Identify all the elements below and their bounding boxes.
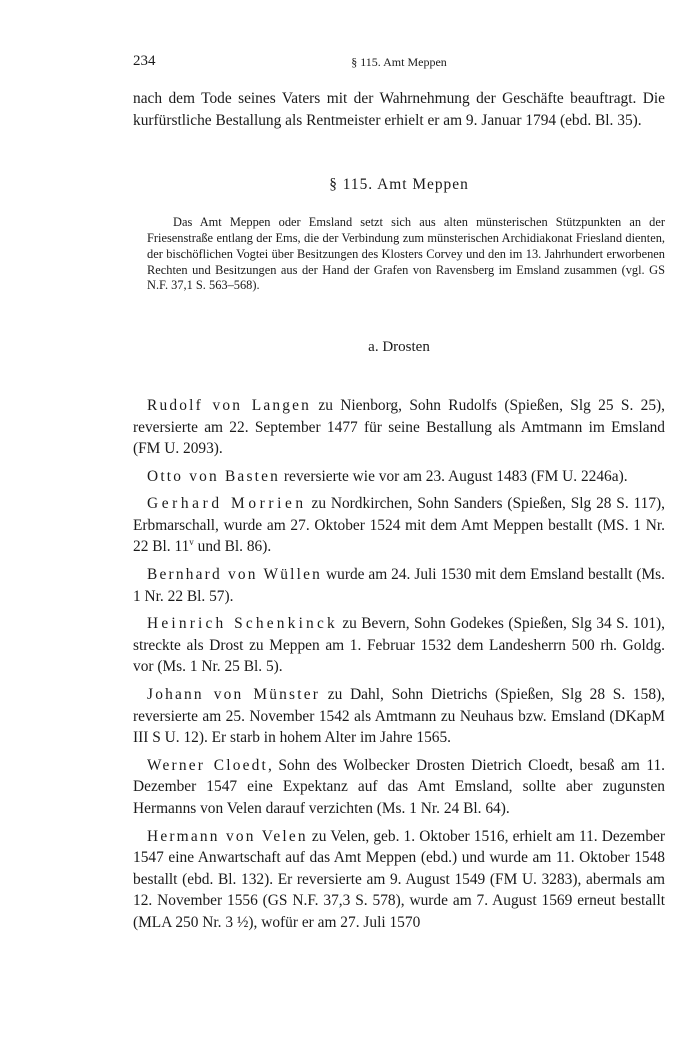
subsection-title: a. Drosten <box>368 339 430 356</box>
entry-text: zu Velen, geb. 1. Oktober 1516, erhielt am 11. Dezember 1547 eine Anwartschaft auf das Amt Meppen (ebd.) und wurde am 11. Oktober 1548 bestallt (ebd. Bl. 132). Er reversierte am 9. August 1549 (FM U. 3283), abermals am 12. November 1556 (GS N.F. 37,3 S. 578), wurde am 7. August 1569 erneut bestallt (MLA 250 Nr. 3 ½), wofür er am 27. Juli 1570 <box>133 827 665 931</box>
person-name: Hermann von Velen <box>147 827 308 845</box>
person-name: Bernhard von Wüllen <box>147 566 323 584</box>
intro-paragraph: Das Amt Meppen oder Emsland setzt sich aus alten münsterischen Stützpunkten an der Friesenstraße entlang der Ems, die der Verbindung zum münsterischen Archidiakonat Friesland dienten, der bischöflichen Vogtei über Besitzungen des Klosters Corvey und den im 13. Jahrhundert erworbenen Rechten und Besitzungen aus der Hand der Grafen von Ravensberg im Emsland zusammen (vgl. GS N.F. 37,1 S. 563–568). <box>147 214 665 293</box>
entry-werner-cloedt <box>133 755 665 820</box>
person-name: Johann von Münster <box>147 686 321 704</box>
entry-otto-von-basten <box>133 466 665 488</box>
entry-text: zu Nienborg, Sohn Rudolfs (Spießen, Slg 25 S. 25), reversierte am 22. September 1477 für seine Bestallung als Amtmann im Emsland (FM U. 2093). <box>133 396 665 458</box>
entry-heinrich-schenkinck <box>133 613 665 678</box>
entry-rudolf-von-langen <box>133 395 665 460</box>
entry-text: zu Nordkirchen, Sohn Sanders (Spießen, Slg 28 S. 117), Erbmarschall, wurde am 27. Oktober 1524 mit dem Amt Meppen bestallt (MS. 1 Nr. 22 Bl. 11 <box>133 495 666 556</box>
superscript: v <box>189 537 194 548</box>
person-name: Heinrich Schenkinck <box>147 615 338 633</box>
person-name: Rudolf von Langen <box>147 396 312 414</box>
entry-hermann-von-velen <box>133 826 665 934</box>
page-body <box>133 88 665 934</box>
running-title: § 115. Amt Meppen <box>351 55 447 69</box>
entry-text-continued: und Bl. 86). <box>193 538 272 556</box>
section-title: § 115. Amt Meppen <box>329 176 469 194</box>
entry-list <box>133 395 665 934</box>
entry-text: zu Bevern, Sohn Godekes (Spießen, Slg 34 S. 101), streckte als Drost zu Meppen am 1. Februar 1532 dem Landesherrn 500 rh. Goldg. vor (Ms. 1 Nr. 25 Bl. 5). <box>133 615 665 676</box>
page-number: 234 <box>133 53 156 69</box>
entry-text: , Sohn des Wolbecker Drosten Dietrich Cloedt, besaß am 11. Dezember 1547 eine Expektanz auf das Amt Emsland, sollte aber zugunsten Hermanns von Velen darauf verzichten (Ms. 1 Nr. 24 Bl. 64). <box>133 756 665 817</box>
entry-bernhard-von-wuellen <box>133 564 665 607</box>
entry-text: reversierte wie vor am 23. August 1483 (FM U. 2246a). <box>280 467 628 485</box>
person-name: Werner Cloedt <box>147 756 269 774</box>
person-name: Gerhard Morrien <box>147 495 307 513</box>
entry-text: wurde am 24. Juli 1530 mit dem Emsland bestallt (Ms. 1 Nr. 22 Bl. 57). <box>133 566 665 605</box>
entry-text: zu Dahl, Sohn Dietrichs (Spießen, Slg 28 S. 158), reversierte am 25. November 1542 als Amtmann zu Neuhaus bzw. Emsland (DKapM III S U. 12). Er starb in hohem Alter im Jahre 1565. <box>133 686 665 747</box>
person-name: Otto von Basten <box>147 467 281 485</box>
entry-johann-von-muenster <box>133 684 665 749</box>
entry-gerhard-morrien <box>133 493 665 558</box>
opening-paragraph: nach dem Tode seines Vaters mit der Wahrnehmung der Geschäfte beauftragt. Die kurfürstliche Bestallung als Rentmeister erhielt er am 9. Januar 1794 (ebd. Bl. 35). <box>133 90 665 129</box>
